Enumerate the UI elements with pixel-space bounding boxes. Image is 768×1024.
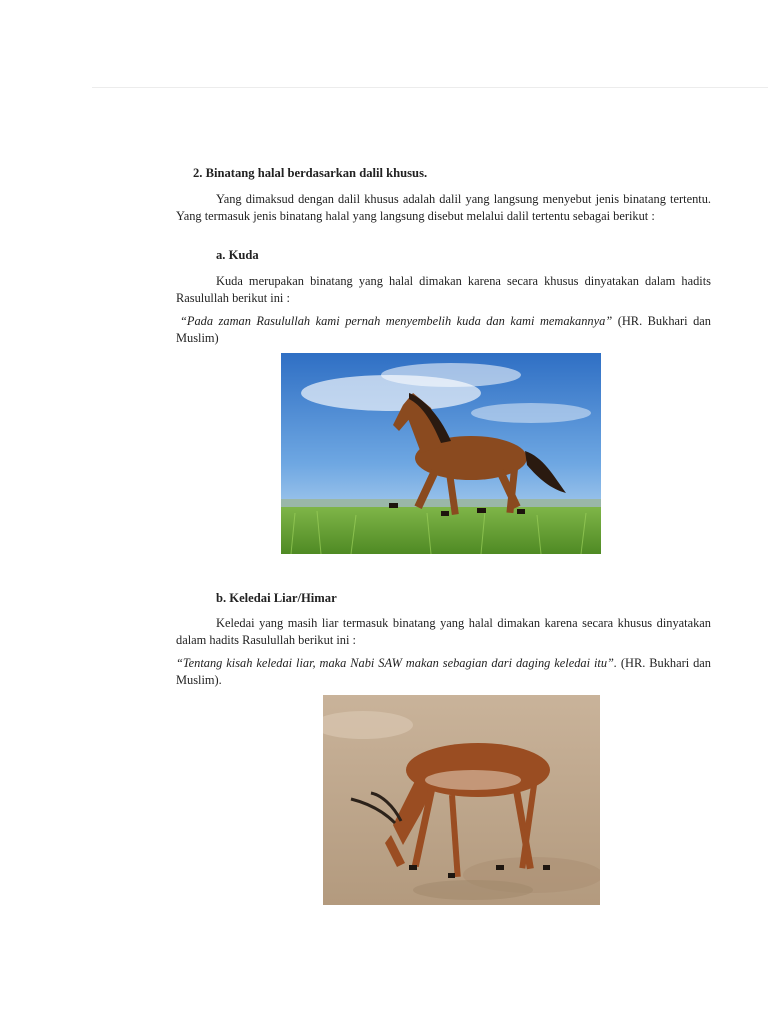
kuda-heading: a. Kuda (216, 248, 259, 262)
page-divider (92, 87, 768, 88)
section-intro: Yang dimaksud dengan dalil khusus adalah dalil yang langsung menyebut jenis binatang tertentu. Yang termasuk jenis binatang halal yang langsung disebut melalui dalil tertentu sebagai berikut : (176, 192, 711, 223)
keledai-hadith (176, 655, 711, 688)
section-heading: 2. Binatang halal berdasarkan dalil khusus. (193, 166, 428, 180)
horse-illustration (281, 353, 601, 554)
horse-photo (281, 353, 601, 554)
kuda-paragraph: Kuda merupakan binatang yang halal dimakan karena secara khusus dinyatakan dalam hadits Rasulullah berikut ini : (176, 274, 711, 305)
keledai-heading: b. Keledai Liar/Himar (216, 591, 337, 605)
impala-photo (323, 695, 600, 905)
kuda-hadith (176, 313, 711, 346)
keledai-paragraph: Keledai yang masih liar termasuk binatang yang halal dimakan karena secara khusus dinyatakan dalam hadits Rasulullah berikut ini : (176, 616, 711, 647)
kuda-quote: “Pada zaman Rasulullah kami pernah menyembelih kuda dan kami memakannya” (180, 314, 613, 328)
keledai-quote: “Tentang kisah keledai liar, maka Nabi SAW makan sebagian dari daging keledai itu”. (176, 656, 618, 670)
keledai-citation: (HR. Bukhari dan Muslim). (176, 656, 711, 687)
kuda-citation: (HR. Bukhari dan Muslim) (176, 314, 711, 345)
impala-illustration (323, 695, 600, 905)
